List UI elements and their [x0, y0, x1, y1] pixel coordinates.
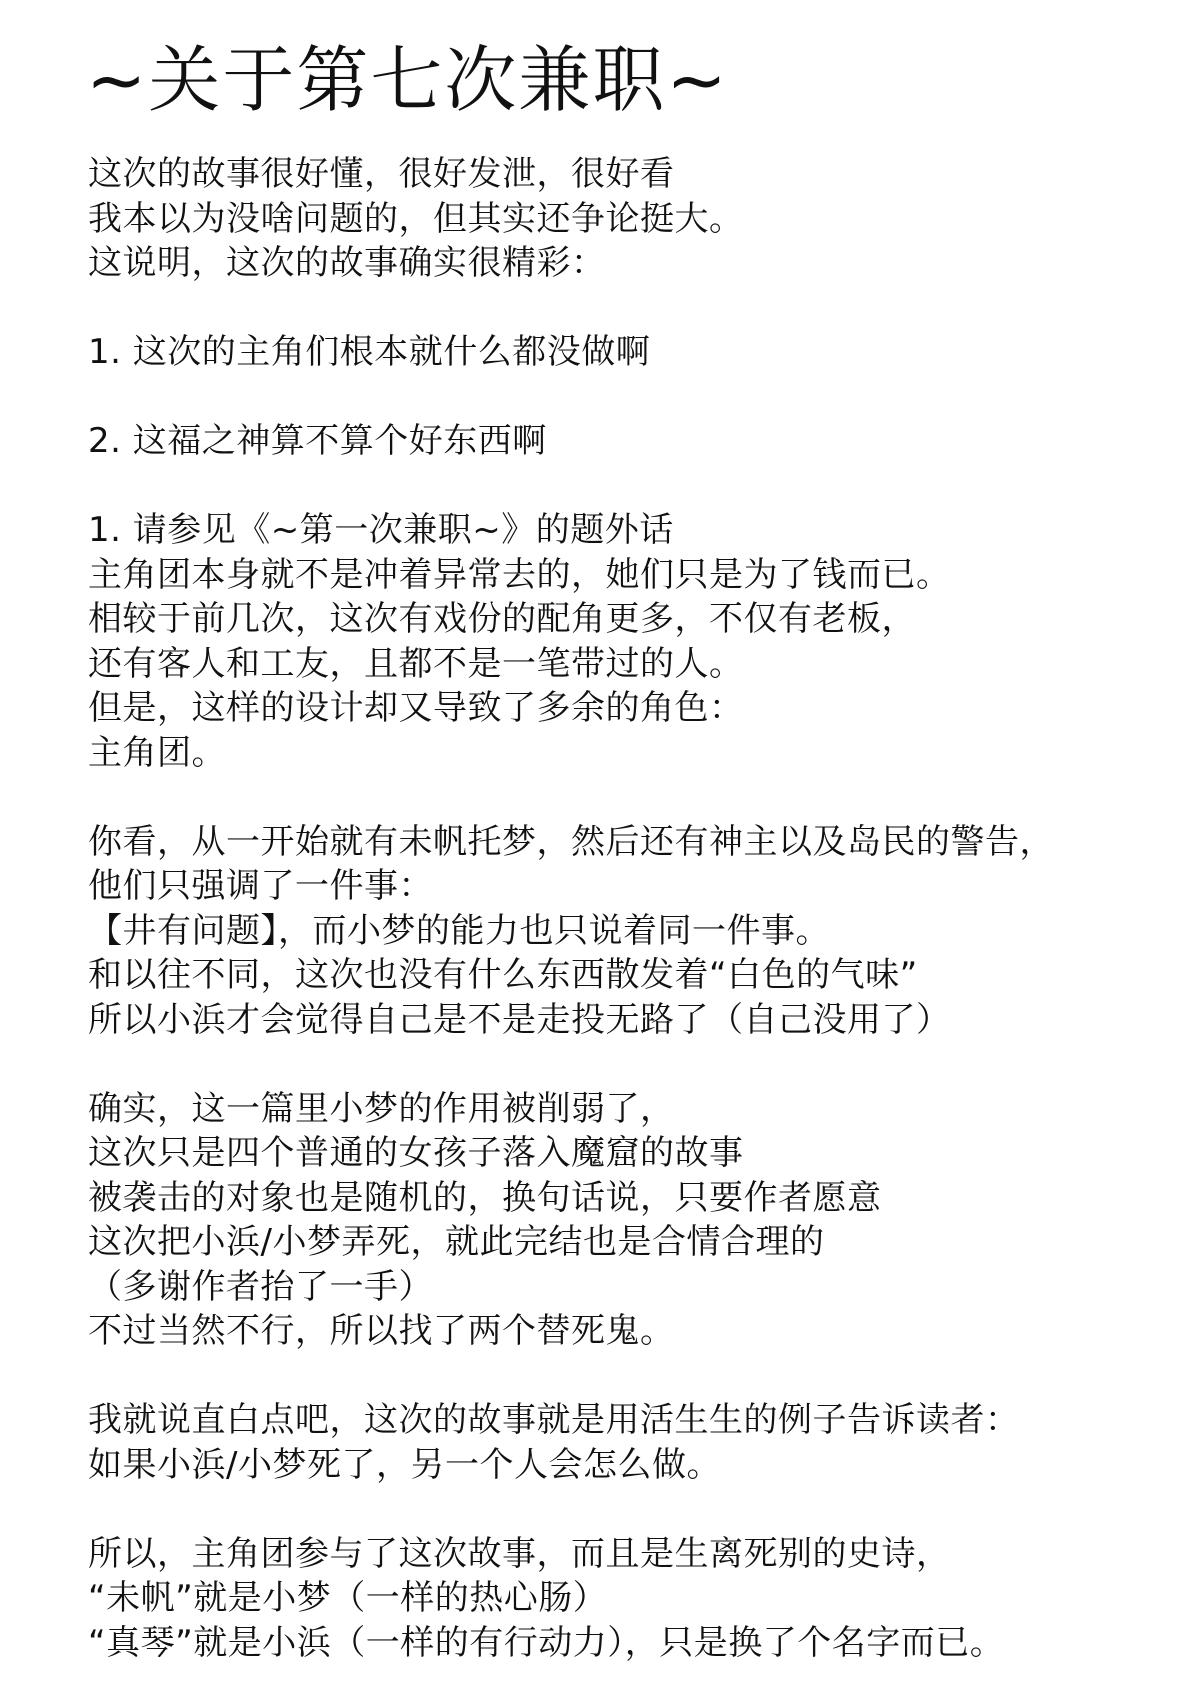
weakened-paragraph	[88, 1087, 1178, 1354]
text-line: 和以往不同，这次也没有什么东西散发着“白色的气味”	[88, 955, 918, 995]
page-title: ~关于第七次兼职~	[86, 38, 729, 122]
paragraph-gap	[88, 1354, 1178, 1399]
text-line: 被袭击的对象也是随机的，换句话说，只要作者愿意	[88, 1177, 882, 1218]
text-line: 主角团本身就不是冲着异常去的，她们只是为了钱而已。	[88, 554, 951, 595]
text-line: 还有客人和工友，且都不是一笔带过的人。	[88, 643, 744, 684]
text-line: 【井有问题】，而小梦的能力也只说着同一件事。	[88, 910, 830, 951]
text-line: 主角团。	[88, 732, 226, 773]
text-line: 他们只强调了一件事：	[88, 866, 433, 906]
text-line: 这次只是四个普通的女孩子落入魔窟的故事	[88, 1133, 744, 1173]
text-line: “未帆”就是小梦（一样的热心肠）	[88, 1578, 608, 1618]
direct-paragraph	[88, 1398, 1178, 1487]
point-one: 1. 这次的主角们根本就什么都没做啊	[88, 332, 651, 372]
text-line: 但是，这样的设计却又导致了多余的角色：	[88, 688, 744, 728]
body-text	[88, 152, 1178, 1665]
text-line: 这说明，这次的故事确实很精彩：	[88, 243, 606, 283]
text-line: （多谢作者抬了一手）	[88, 1266, 433, 1307]
text-line: 不过当然不行，所以找了两个替死鬼。	[88, 1311, 675, 1351]
text-line: 所以，主角团参与了这次故事，而且是生离死别的史诗，	[88, 1533, 951, 1574]
text-line: 我本以为没啥问题的，但其实还争论挺大。	[88, 198, 744, 239]
text-line: 我就说直白点吧，这次的故事就是用活生生的例子告诉读者：	[88, 1400, 1020, 1440]
text-line: 确实，这一篇里小梦的作用被削弱了，	[88, 1088, 675, 1129]
paragraph-gap	[88, 464, 1178, 509]
text-line: “真琴”就是小浜（一样的有行动力），只是换了个名字而已。	[88, 1622, 1005, 1663]
text-line: 相较于前几次，这次有戏份的配角更多，不仅有老板，	[88, 599, 916, 639]
paragraph-gap	[88, 775, 1178, 820]
text-line: 如果小浜/小梦死了，另一个人会怎么做。	[88, 1444, 721, 1485]
paragraph-gap	[88, 1487, 1178, 1532]
paragraph-gap	[88, 286, 1178, 331]
conclusion-paragraph	[88, 1532, 1178, 1666]
point-two: 2. 这福之神算不算个好东西啊	[88, 421, 547, 461]
paragraph-gap	[88, 375, 1178, 420]
paragraph-gap	[88, 1042, 1178, 1087]
intro-paragraph	[88, 152, 1178, 286]
text-line: 所以小浜才会觉得自己是不是走投无路了（自己没用了）	[88, 999, 951, 1040]
text-line: 这次把小浜/小梦弄死，就此完结也是合情合理的	[88, 1222, 825, 1262]
text-line: 你看，从一开始就有未帆托梦，然后还有神主以及岛民的警告，	[88, 821, 1054, 862]
answer-one-paragraph	[88, 508, 1178, 775]
well-paragraph	[88, 820, 1178, 1043]
text-line: 1. 请参见《~第一次兼职~》的题外话	[88, 510, 674, 550]
text-line: 这次的故事很好懂，很好发泄，很好看	[88, 154, 675, 194]
